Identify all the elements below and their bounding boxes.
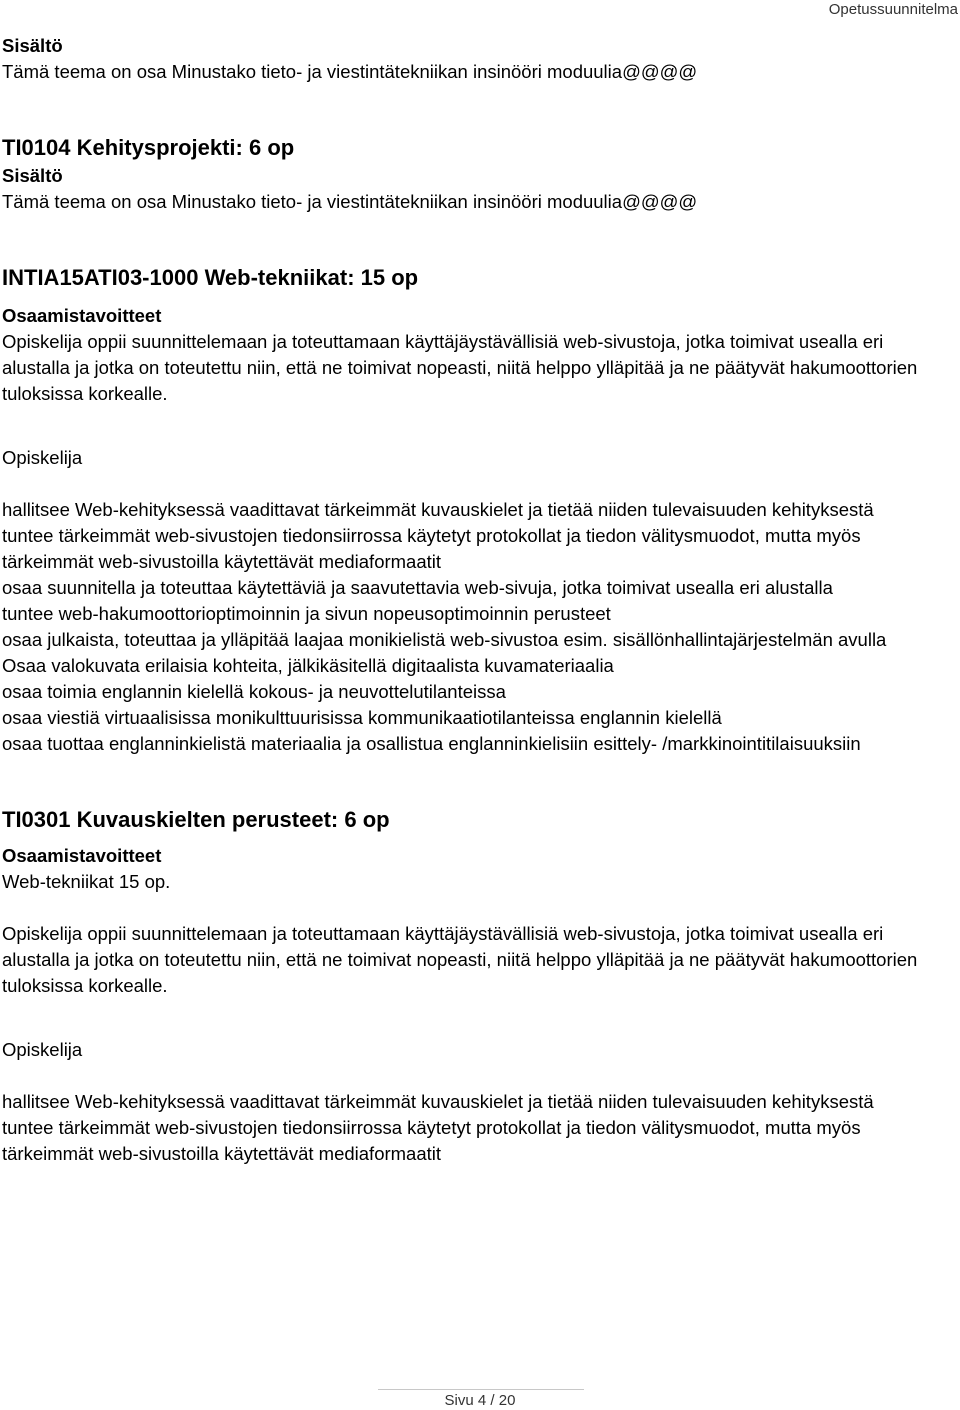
footer-divider — [378, 1389, 584, 1390]
document-type-header: Opetussuunnitelma — [828, 1, 958, 18]
sisalto-heading: Sisältö — [2, 165, 63, 186]
intro-section — [2, 33, 952, 85]
list-item: osaa suunnitella ja toteuttaa käytettäviä ja saavutettavia web-sivuja, jotka toimivat usealla eri alustalla — [2, 577, 833, 598]
list-item: tuntee tärkeimmät web-sivustojen tiedonsiirrossa käytetyt protokollat ja tiedon välitysmuodot, mutta myös tärkeimmät web-sivustoilla käytettävät mediaformaatit — [2, 1117, 861, 1164]
list-item: osaa tuottaa englanninkielistä materiaalia ja osallistua englanninkielisiin esittely- /markkinointitilaisuuksiin — [2, 733, 861, 754]
list-item: Osaa valokuvata erilaisia kohteita, jälkikäsitellä digitaalista kuvamateriaalia — [2, 655, 614, 676]
page-footer — [0, 1380, 960, 1409]
osaamistavoitteet-heading: Osaamistavoitteet — [2, 845, 162, 866]
osaamistavoitteet-text: Opiskelija oppii suunnittelemaan ja toteuttamaan käyttäjäystävällisiä web-sivustoja, jotka toimivat usealla eri alustalla ja jotka on toteutettu niin, että ne toimivat nopeasti, niitä helppo ylläpitää ja ne päätyvät hakumoottorien tuloksissa korkealle. — [2, 331, 918, 404]
osaamistavoitteet-text: Opiskelija oppii suunnittelemaan ja toteuttamaan käyttäjäystävällisiä web-sivustoja, jotka toimivat usealla eri alustalla ja jotka on toteutettu niin, että ne toimivat nopeasti, niitä helppo ylläpitää ja ne päätyvät hakumoottorien tuloksissa korkealle. — [2, 923, 918, 996]
opiskelija-label: Opiskelija — [2, 1039, 83, 1060]
list-item: osaa julkaista, toteuttaa ja ylläpitää laajaa monikielistä web-sivustoa esim. sisällönhallintajärjestelmän avulla — [2, 629, 887, 650]
osaamistavoitteet-heading: Osaamistavoitteet — [2, 305, 162, 326]
page-number: Sivu 4 / 20 — [444, 1392, 516, 1409]
sisalto-text: Tämä teema on osa Minustako tieto- ja viestintätekniikan insinööri moduulia@@@@ — [2, 61, 698, 82]
course-ti0301 — [2, 805, 952, 1167]
course-title: INTIA15ATI03-1000 Web-tekniikat: 15 op — [2, 265, 419, 290]
course-title: TI0301 Kuvauskielten perusteet: 6 op — [2, 807, 390, 832]
list-item: tuntee tärkeimmät web-sivustojen tiedonsiirrossa käytetyt protokollat ja tiedon välitysmuodot, mutta myös tärkeimmät web-sivustoilla käytettävät mediaformaatit — [2, 525, 861, 572]
course-web-tekniikat — [2, 263, 952, 757]
course-title: TI0104 Kehitysprojekti: 6 op — [2, 135, 295, 160]
web-tekniikat-reference: Web-tekniikat 15 op. — [2, 871, 171, 892]
sisalto-text: Tämä teema on osa Minustako tieto- ja viestintätekniikan insinööri moduulia@@@@ — [2, 191, 698, 212]
document-content — [2, 33, 952, 1167]
list-item: osaa toimia englannin kielellä kokous- ja neuvottelutilanteissa — [2, 681, 506, 702]
course-ti0104 — [2, 133, 952, 215]
list-item: tuntee web-hakumoottorioptimoinnin ja sivun nopeusoptimoinnin perusteet — [2, 603, 611, 624]
learning-outcomes-list — [2, 1089, 952, 1167]
list-item: osaa viestiä virtuaalisissa monikulttuurisissa kommunikaatiotilanteissa englannin kielellä — [2, 707, 722, 728]
learning-outcomes-list — [2, 497, 952, 757]
list-item: hallitsee Web-kehityksessä vaadittavat tärkeimmät kuvauskielet ja tietää niiden tulevaisuuden kehityksestä — [2, 499, 874, 520]
sisalto-heading: Sisältö — [2, 35, 63, 56]
opiskelija-label: Opiskelija — [2, 447, 83, 468]
list-item: hallitsee Web-kehityksessä vaadittavat tärkeimmät kuvauskielet ja tietää niiden tulevaisuuden kehityksestä — [2, 1091, 874, 1112]
